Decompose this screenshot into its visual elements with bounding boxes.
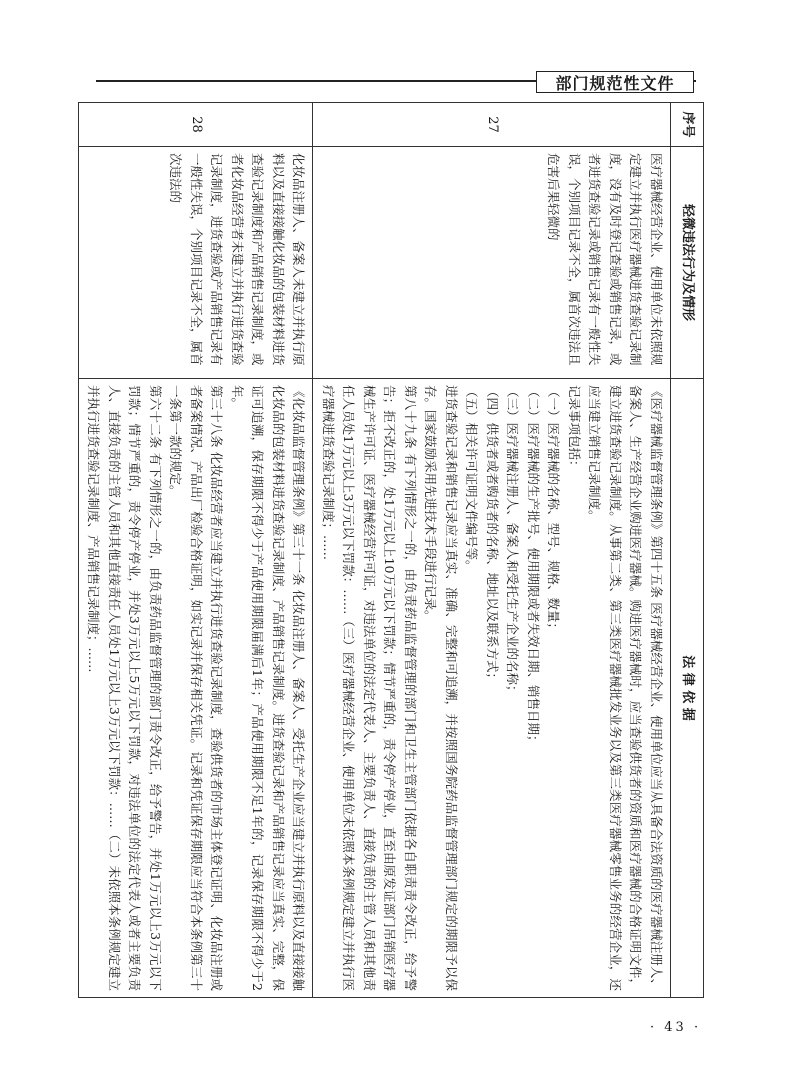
row-basis [79,379,314,998]
basis-paragraph: 记录事项包括： [567,385,582,473]
table-row [313,103,671,998]
basis-paragraph: 第三十八条 化妆品经营者应当建立并执行进货查验记录制度，查验供货者的市场主体登记证明、化妆品注册或者备案情况、产品出厂检验合格证明，如实记录并保存相关凭证。记录和凭证保存期限应当符合本条例第三十一条第一款的规定。 [168,385,225,991]
regulation-table [78,102,704,998]
basis-paragraph: 第八十九条 有下列情形之一的，由负责药品监督管理的部门和卫生主管部门依据各自职责责令改正，给予警告；拒不改正的，处1万元以上10万元以下罚款；情节严重的，责令停产停业，直至由原发证部门吊销医疗器械生产许可证、医疗器械经营许可证，对违法单位的法定代表人、主要负责人、直接负责的主管人员和其他责任人员处1万元以上3万元以下罚款：……（三）医疗器械经营企业、使用单位未依照本条例规定建立并执行医疗器械进货查验记录制度；…… [321,385,418,991]
regulation-table-wrapper [80,102,704,997]
page-number: · 43 · [650,1020,702,1035]
header-basis: 法 律 依 据 [671,379,704,998]
basis-paragraph: （三）医疗器械注册人、备案人和受托生产企业的名称； [505,385,521,698]
basis-paragraph: 进货查验记录和销售记录应当真实、准确、完整和可追溯，并按照国务院药品监督管理部门规定的期限予以保存。国家鼓励采用先进技术手段进行记录。 [423,385,459,991]
section-label: 部门规范性文件 [536,71,694,93]
row-seq: 27 [313,103,671,147]
basis-paragraph: （五）相关许可证明文件编号等。 [464,385,480,573]
basis-paragraph: （二）医疗器械的生产批号、使用期限或者失效日期、销售日期； [526,385,541,748]
row-violation: 医疗器械经营企业、使用单位未依照规定建立并执行医疗器械进货查验记录制度，没有及时登记查验或销售记录，或者进货查验记录或销售记录有一般性失误，个别项目记录不全，属首次违法且危害后果轻微的 [313,147,671,379]
row-seq: 28 [79,103,314,147]
table-header-row [671,103,704,998]
basis-paragraph: 《化妆品监督管理条例》第三十一条 化妆品注册人、备案人、受托生产企业应当建立并执行原料以及直接接触化妆品的包装材料进货查验记录制度、产品销售记录制度。进货查验记录和产品销售记录应当真实、完整，保证可追溯，保存期限不得少于产品使用期限届满后1年；产品使用期限不足1年的，记录保存期限不得少于2年。 [230,385,307,991]
header-seq: 序号 [671,103,704,147]
header-violation: 轻微违法行为及情形 [671,147,704,379]
basis-paragraph: （四）供货者或者购货者的名称、地址以及联系方式； [485,385,500,686]
basis-paragraph: （一）医疗器械的名称、型号、规格、数量； [546,385,562,636]
basis-paragraph: 第六十二条 有下列情形之一的，由负责药品监督管理的部门责令改正，给予警告，并处1万元以上3万元以下罚款；情节严重的，责令停产停业，并处3万元以上5万元以下罚款，对违法单位的法定代表人或者主要负责人、直接负责的主管人员和其他直接责任人员处1万元以上3万元以下罚款：……（二）未依照本条例规定建立并执行进货查验记录制度、产品销售记录制度；…… [86,385,163,991]
table-row [79,103,314,998]
row-basis [313,379,671,998]
row-violation: 化妆品注册人、备案人未建立并执行原料以及直接接触化妆品的包装材料进货查验记录制度和产品销售记录制度，或者化妆品经营者未建立并执行进货查验记录制度，进货查验或产品销售记录有一般性失误，个别项目记录不全，属首次违法的 [79,147,314,379]
rotated-table-area [80,102,704,997]
basis-paragraph: 《医疗器械监督管理条例》第四十五条 医疗器械经营企业、使用单位应当从具备合法资质的医疗器械注册人、备案人、生产经营企业购进医疗器械。购进医疗器械时，应当查验供货者的资质和医疗器械的合格证明文件，建立进货查验记录制度。从事第二类、第三类医疗器械批发业务以及第三类医疗器械零售业务的经营企业，还应当建立销售记录制度。 [587,385,664,991]
